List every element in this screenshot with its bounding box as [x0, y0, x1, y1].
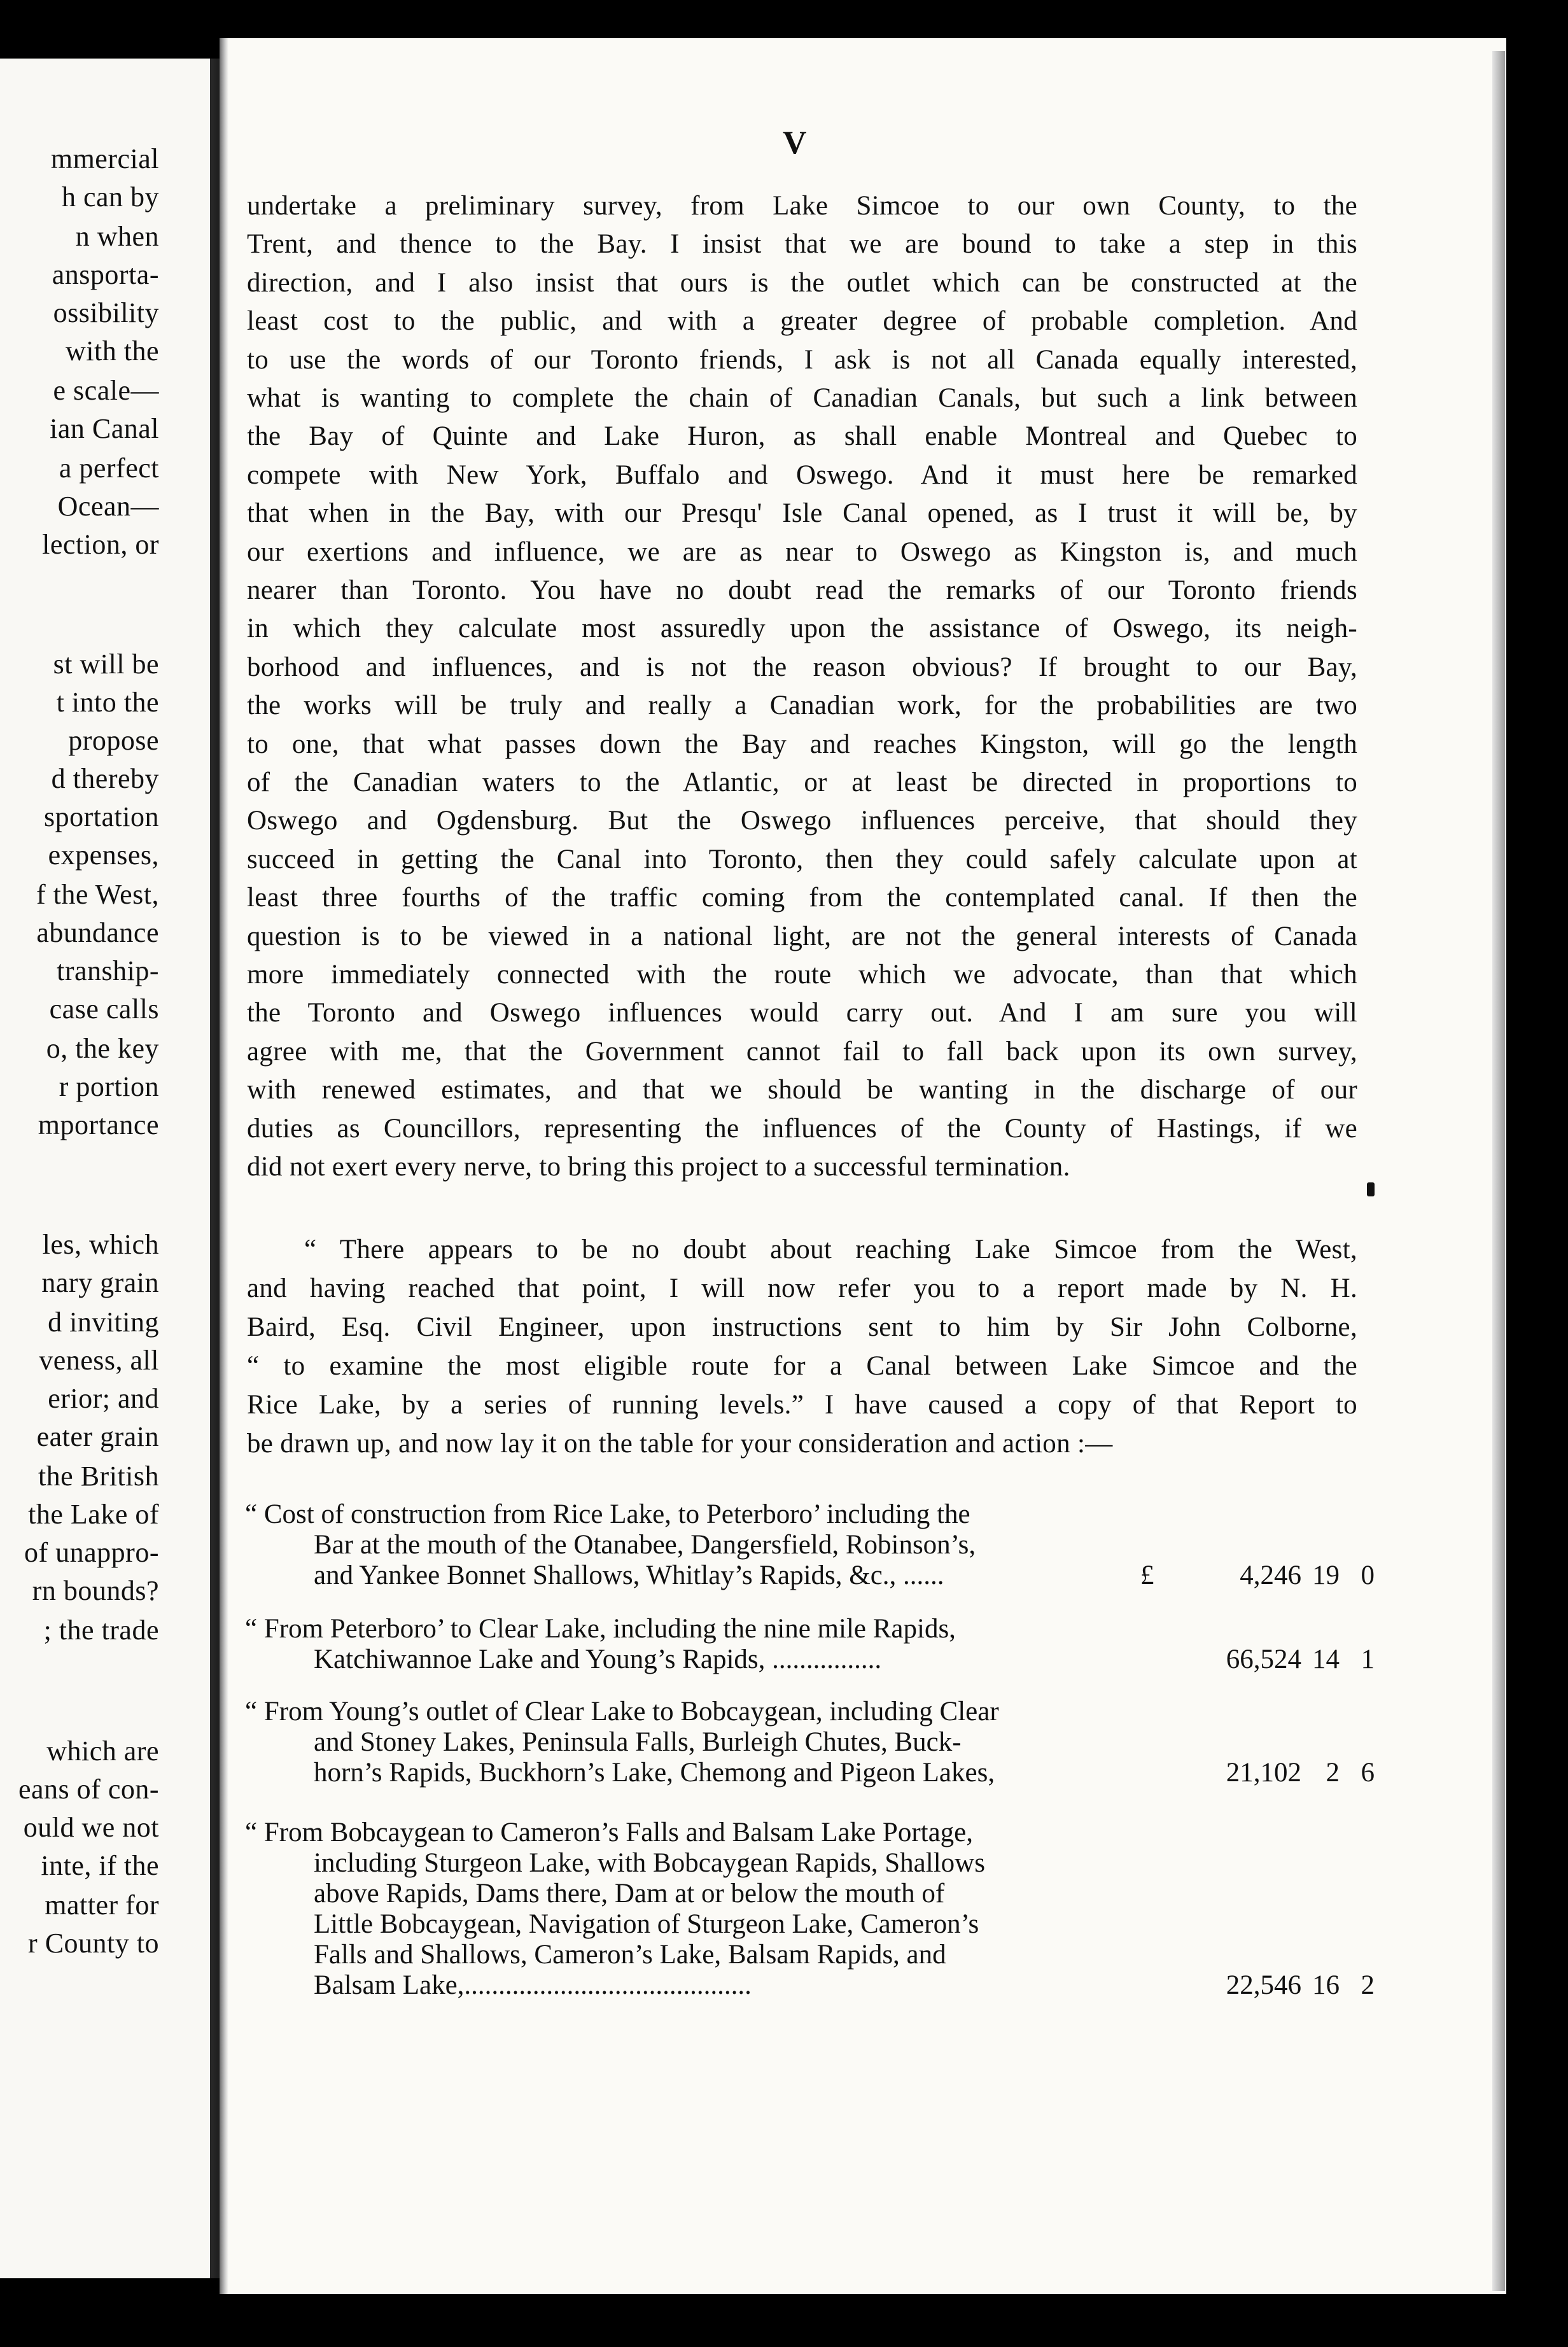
cost-description-line: above Rapids, Dams there, Dam at or below the mouth of: [314, 1879, 945, 1909]
paragraph-line: direction, and I also insist that ours is the outlet which can be constructed at the: [247, 268, 1357, 298]
left-page-line: eans of con-: [18, 1774, 159, 1805]
cost-pounds: 4,246: [1240, 1560, 1301, 1590]
left-page-line: mportance: [38, 1109, 159, 1140]
left-page-line: mmercial: [50, 143, 159, 174]
left-page-line: case calls: [49, 993, 159, 1025]
paragraph-line: “ There appears to be no doubt about reaching Lake Simcoe from the West,: [304, 1235, 1357, 1265]
cost-description-line: Balsam Lake,..........................................: [314, 1970, 752, 2000]
paragraph-line: agree with me, that the Government cannot fail to fall back upon its own survey,: [247, 1037, 1357, 1067]
left-page-line: d thereby: [51, 763, 159, 794]
cost-description-line: “ From Young’s outlet of Clear Lake to Bobcaygean, including Clear: [245, 1697, 999, 1727]
left-page-line: r portion: [59, 1071, 159, 1102]
cost-shillings: 16: [1312, 1970, 1340, 2000]
paragraph-line: least three fourths of the traffic coming from the contemplated canal. If then the: [247, 883, 1357, 913]
paragraph-line: more immediately connected with the route which we advocate, than that which: [247, 960, 1357, 990]
left-page-line: ansporta-: [52, 259, 159, 290]
left-page-line: ould we not: [23, 1812, 159, 1843]
cost-description-line: Bar at the mouth of the Otanabee, Dangersfield, Robinson’s,: [314, 1530, 976, 1560]
paragraph-line: Trent, and thence to the Bay. I insist that we are bound to take a step in this: [247, 229, 1357, 259]
cost-pence: 0: [1361, 1560, 1375, 1590]
cost-description-line: including Sturgeon Lake, with Bobcaygean Rapids, Shallows: [314, 1848, 985, 1878]
page-number: V: [783, 125, 807, 161]
page-edge: [1492, 51, 1505, 2291]
paragraph-line: of the Canadian waters to the Atlantic, or at least be directed in proportions to: [247, 767, 1357, 797]
paragraph-line: with renewed estimates, and that we should be wanting in the discharge of our: [247, 1075, 1357, 1105]
left-page-line: veness, all: [39, 1345, 159, 1376]
left-page-line: Ocean—: [57, 491, 159, 522]
left-page-line: r County to: [28, 1928, 159, 1959]
cost-shillings: 2: [1326, 1758, 1340, 1788]
paragraph-line: Rice Lake, by a series of running levels.” I have caused a copy of that Report to: [247, 1390, 1357, 1420]
paragraph-line: in which they calculate most assuredly upon the assistance of Oswego, its neigh-: [247, 613, 1357, 643]
left-page-line: matter for: [45, 1889, 159, 1921]
left-page-line: sportation: [44, 801, 159, 832]
left-page-line: ian Canal: [50, 413, 159, 444]
cost-description-line: “ Cost of construction from Rice Lake, to Peterboro’ including the: [245, 1499, 970, 1529]
paragraph-line: and having reached that point, I will now refer you to a report made by N. H.: [247, 1273, 1357, 1303]
paragraph-line: did not exert every nerve, to bring this project to a successful termination.: [247, 1152, 1070, 1182]
left-page-line: t into the: [56, 687, 159, 718]
cost-pounds: 66,524: [1226, 1644, 1301, 1674]
left-page-line: the Lake of: [28, 1499, 159, 1530]
cost-pence: 2: [1361, 1970, 1375, 2000]
paragraph-line: what is wanting to complete the chain of Canadian Canals, but such a link between: [247, 383, 1357, 413]
cost-shillings: 14: [1312, 1644, 1340, 1674]
cost-pence: 6: [1361, 1758, 1375, 1788]
gutter-shadow: [220, 38, 228, 2294]
cost-description-line: Katchiwannoe Lake and Young’s Rapids, ................: [314, 1644, 882, 1674]
left-page-line: inte, if the: [41, 1850, 159, 1881]
left-page-line: st will be: [53, 648, 159, 680]
paragraph-line: “ to examine the most eligible route for a Canal between Lake Simcoe and the: [247, 1351, 1357, 1381]
paragraph-line: Oswego and Ogdensburg. But the Oswego influences perceive, that should they: [247, 806, 1357, 836]
cost-description-line: and Stoney Lakes, Peninsula Falls, Burleigh Chutes, Buck-: [314, 1727, 962, 1757]
left-page-line: d inviting: [48, 1307, 159, 1338]
left-page-line: with the: [66, 335, 159, 367]
paragraph-line: question is to be viewed in a national light, are not the general interests of Canada: [247, 921, 1357, 951]
ink-mark: [1367, 1182, 1375, 1196]
cost-currency: £: [1140, 1560, 1154, 1590]
paragraph-line: the works will be truly and really a Canadian work, for the probabilities are two: [247, 690, 1357, 720]
paragraph-line: that when in the Bay, with our Presqu' Isle Canal opened, as I trust it will be, by: [247, 498, 1357, 528]
paragraph-line: borhood and influences, and is not the reason obvious? If brought to our Bay,: [247, 652, 1357, 682]
cost-pounds: 22,546: [1226, 1970, 1301, 2000]
paragraph-line: to use the words of our Toronto friends, I ask is not all Canada equally interested,: [247, 345, 1357, 375]
left-page-line: e scale—: [53, 375, 159, 406]
left-page-line: abundance: [36, 917, 159, 948]
left-page-line: a perfect: [59, 452, 159, 484]
left-page-line: nary grain: [41, 1267, 159, 1298]
paragraph-line: the Toronto and Oswego influences would carry out. And I am sure you will: [247, 998, 1357, 1028]
left-page-fragment: [0, 59, 210, 2278]
left-page-line: f the West,: [36, 879, 159, 910]
cost-pounds: 21,102: [1226, 1758, 1301, 1788]
left-page-line: o, the key: [46, 1033, 159, 1064]
cost-description-line: Falls and Shallows, Cameron’s Lake, Balsam Rapids, and: [314, 1940, 946, 1970]
left-page-line: of unappro-: [24, 1537, 159, 1568]
paragraph-line: duties as Councillors, representing the influences of the County of Hastings, if we: [247, 1114, 1357, 1144]
left-page-line: ; the trade: [43, 1615, 159, 1646]
paragraph-line: nearer than Toronto. You have no doubt read the remarks of our Toronto friends: [247, 575, 1357, 605]
paragraph-line: be drawn up, and now lay it on the table for your consideration and action :—: [247, 1429, 1113, 1459]
left-page-line: n when: [75, 221, 159, 252]
cost-description-line: horn’s Rapids, Buckhorn’s Lake, Chemong and Pigeon Lakes,: [314, 1758, 995, 1788]
left-page-line: lection, or: [42, 529, 159, 560]
left-page-line: propose: [68, 725, 159, 756]
left-page-line: rn bounds?: [32, 1575, 159, 1606]
paragraph-line: Baird, Esq. Civil Engineer, upon instructions sent to him by Sir John Colborne,: [247, 1312, 1357, 1342]
left-page-line: the British: [38, 1461, 159, 1492]
paragraph-line: our exertions and influence, we are as near to Oswego as Kingston is, and much: [247, 537, 1357, 567]
left-page-line: ossibility: [53, 297, 159, 328]
cost-description-line: “ From Peterboro’ to Clear Lake, including the nine mile Rapids,: [245, 1614, 956, 1644]
left-page-line: which are: [46, 1735, 159, 1767]
paragraph-line: undertake a preliminary survey, from Lake Simcoe to our own County, to the: [247, 191, 1357, 221]
paragraph-line: compete with New York, Buffalo and Oswego. And it must here be remarked: [247, 460, 1357, 490]
paragraph-line: least cost to the public, and with a greater degree of probable completion. And: [247, 306, 1357, 336]
left-page-line: eater grain: [36, 1421, 159, 1452]
left-page-line: h can by: [61, 181, 159, 213]
cost-description-line: Little Bobcaygean, Navigation of Sturgeon Lake, Cameron’s: [314, 1909, 979, 1939]
cost-description-line: and Yankee Bonnet Shallows, Whitlay’s Rapids, &c., ......: [314, 1560, 944, 1590]
paragraph-line: to one, that what passes down the Bay and reaches Kingston, will go the length: [247, 729, 1357, 759]
left-page-line: erior; and: [48, 1383, 159, 1414]
cost-pence: 1: [1361, 1644, 1375, 1674]
cost-description-line: “ From Bobcaygean to Cameron’s Falls and Balsam Lake Portage,: [245, 1818, 974, 1847]
paragraph-line: succeed in getting the Canal into Toronto, then they could safely calculate upon at: [247, 844, 1357, 874]
left-page-line: expenses,: [48, 839, 159, 871]
cost-shillings: 19: [1312, 1560, 1340, 1590]
left-page-line: les, which: [42, 1229, 159, 1260]
paragraph-line: the Bay of Quinte and Lake Huron, as shall enable Montreal and Quebec to: [247, 421, 1357, 451]
left-page-line: tranship-: [57, 955, 159, 986]
